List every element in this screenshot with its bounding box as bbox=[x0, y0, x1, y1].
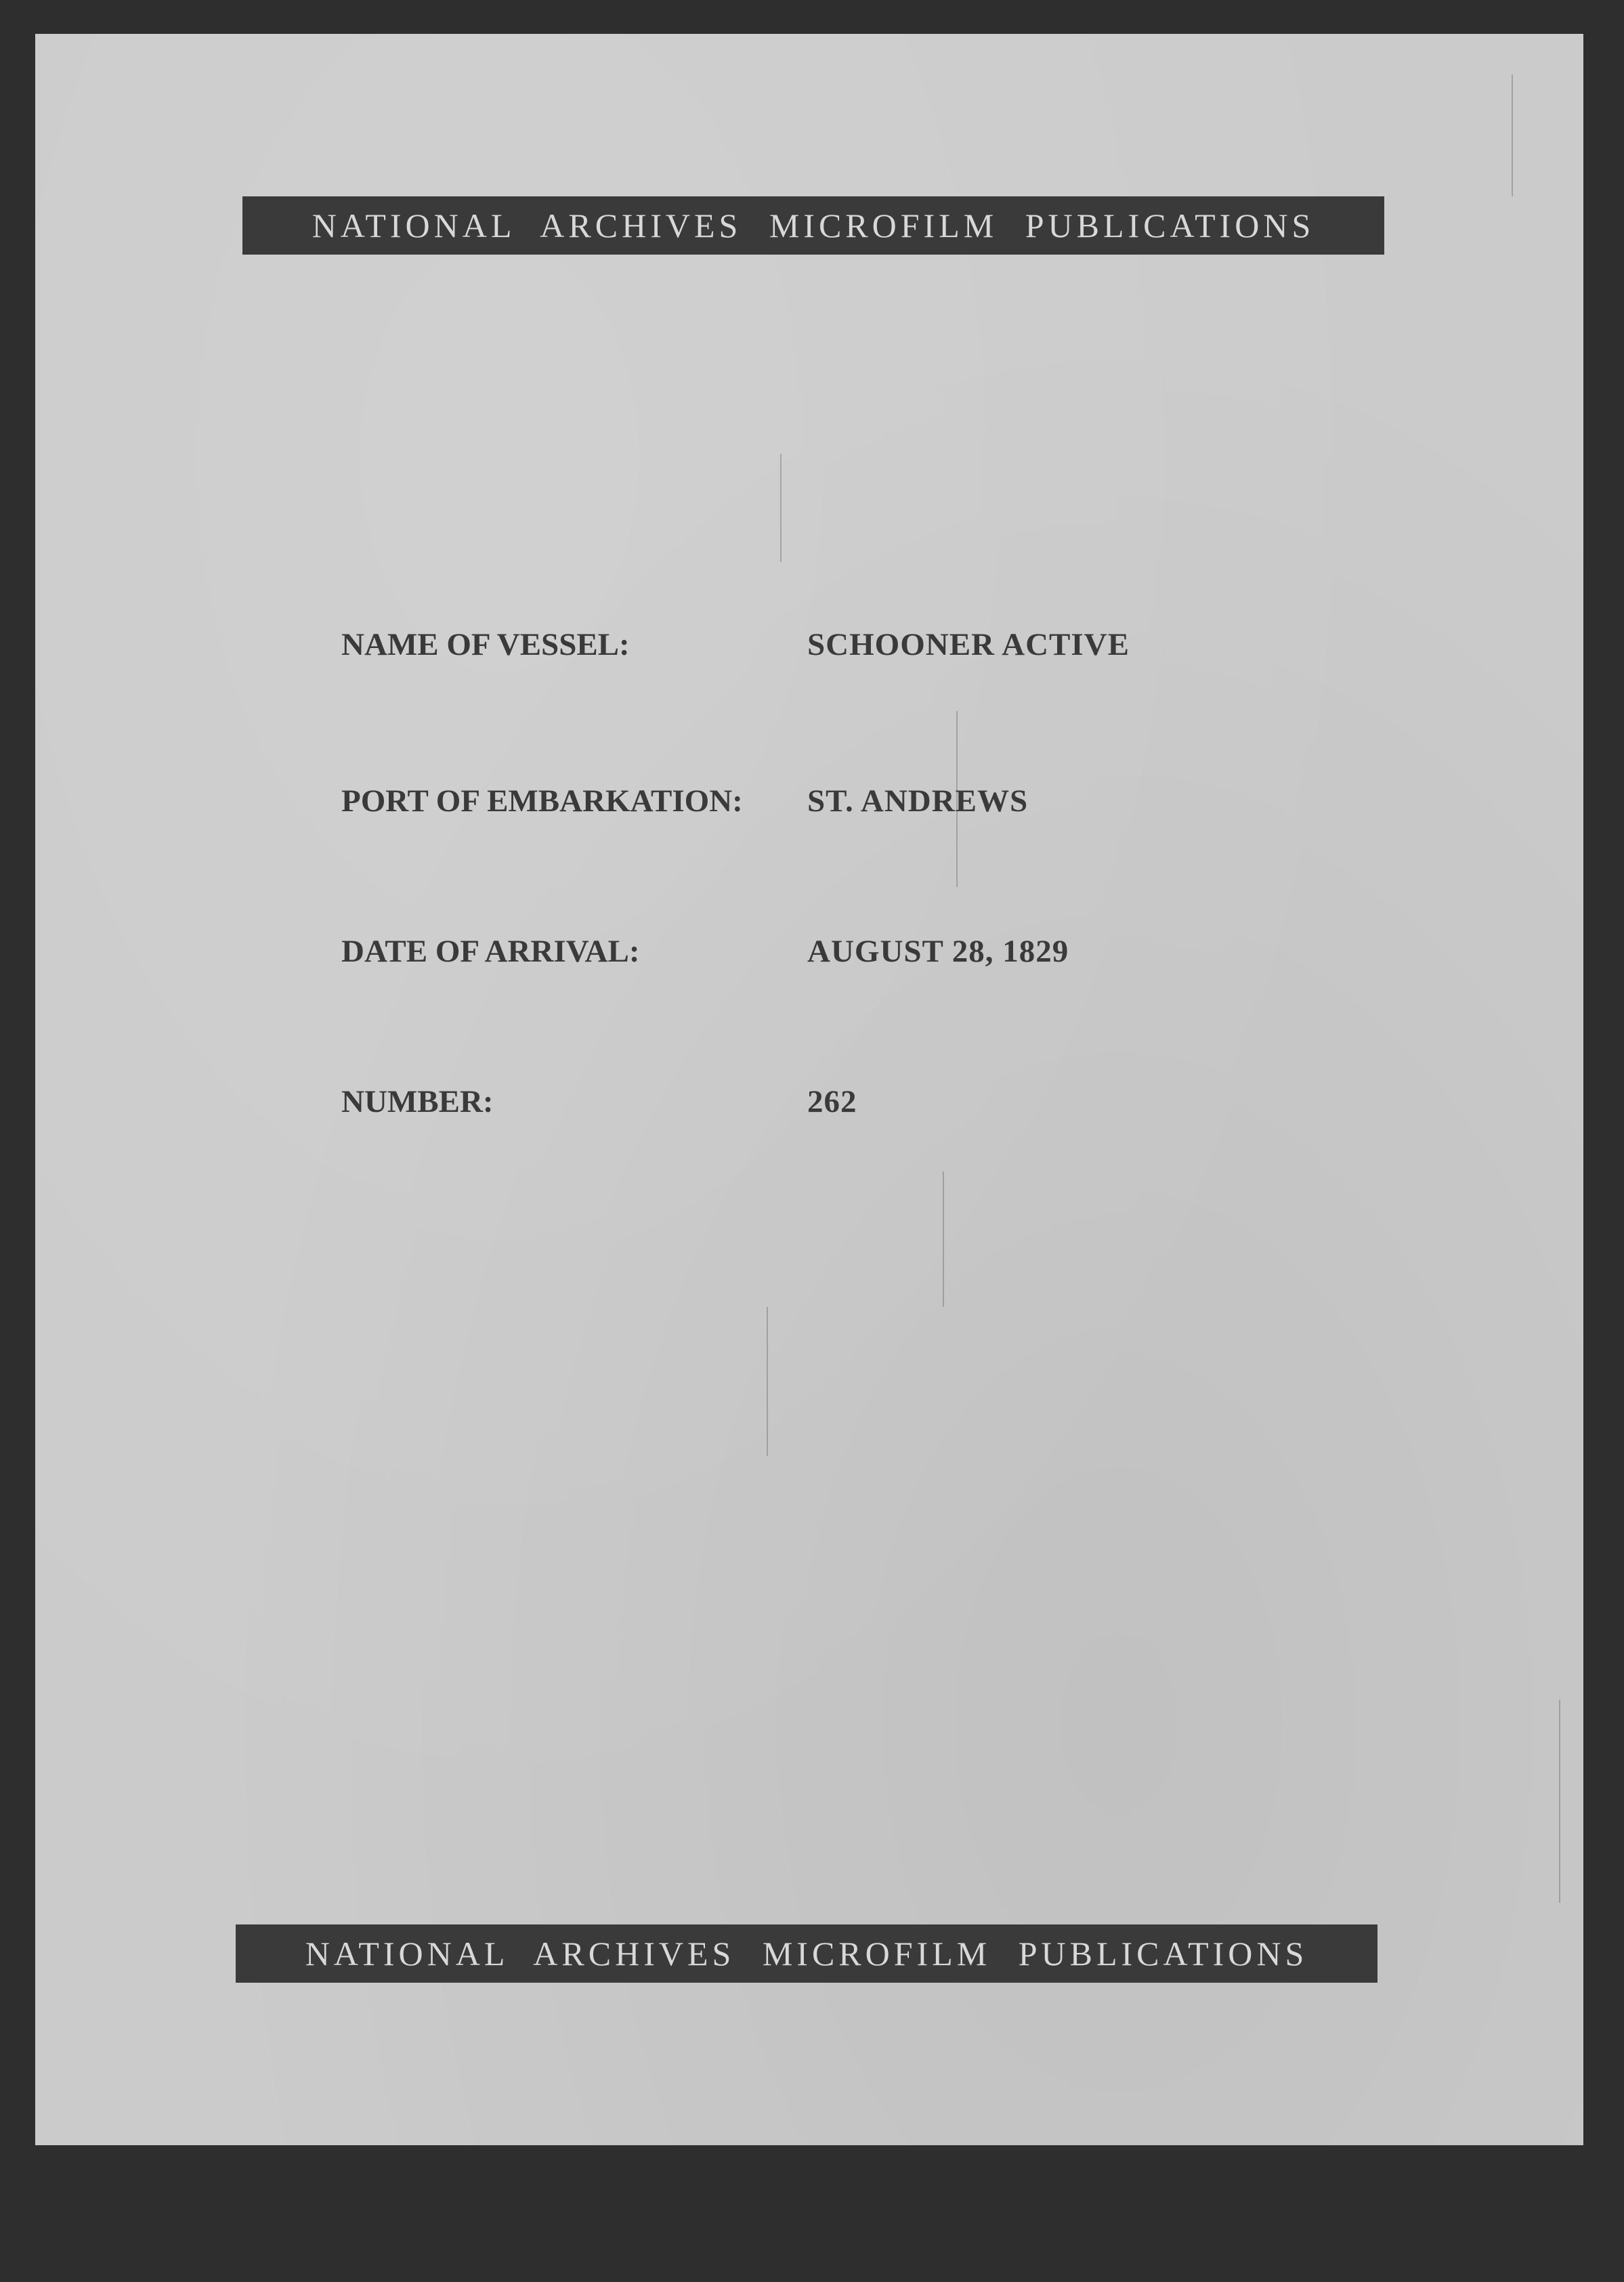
embarkation-port-value: ST. ANDREWS bbox=[807, 783, 1029, 819]
film-scratch bbox=[780, 454, 782, 562]
film-scratch bbox=[943, 1171, 944, 1307]
document-sheet bbox=[35, 34, 1583, 2145]
vessel-name-value: SCHOONER ACTIVE bbox=[807, 627, 1130, 662]
archives-banner-bottom: NATIONAL ARCHIVES MICROFILM PUBLICATIONS bbox=[236, 1924, 1377, 1983]
film-scratch bbox=[767, 1307, 768, 1456]
arrival-date-label: DATE OF ARRIVAL: bbox=[341, 934, 640, 969]
film-scratch bbox=[1512, 74, 1513, 196]
vessel-name-label: NAME OF VESSEL: bbox=[341, 627, 630, 662]
embarkation-port-label: PORT OF EMBARKATION: bbox=[341, 783, 743, 819]
number-value: 262 bbox=[807, 1084, 857, 1119]
film-scratch bbox=[1559, 1700, 1560, 1903]
archives-banner-top: NATIONAL ARCHIVES MICROFILM PUBLICATIONS bbox=[242, 196, 1384, 255]
arrival-date-value: AUGUST 28, 1829 bbox=[807, 934, 1069, 969]
number-label: NUMBER: bbox=[341, 1084, 494, 1119]
